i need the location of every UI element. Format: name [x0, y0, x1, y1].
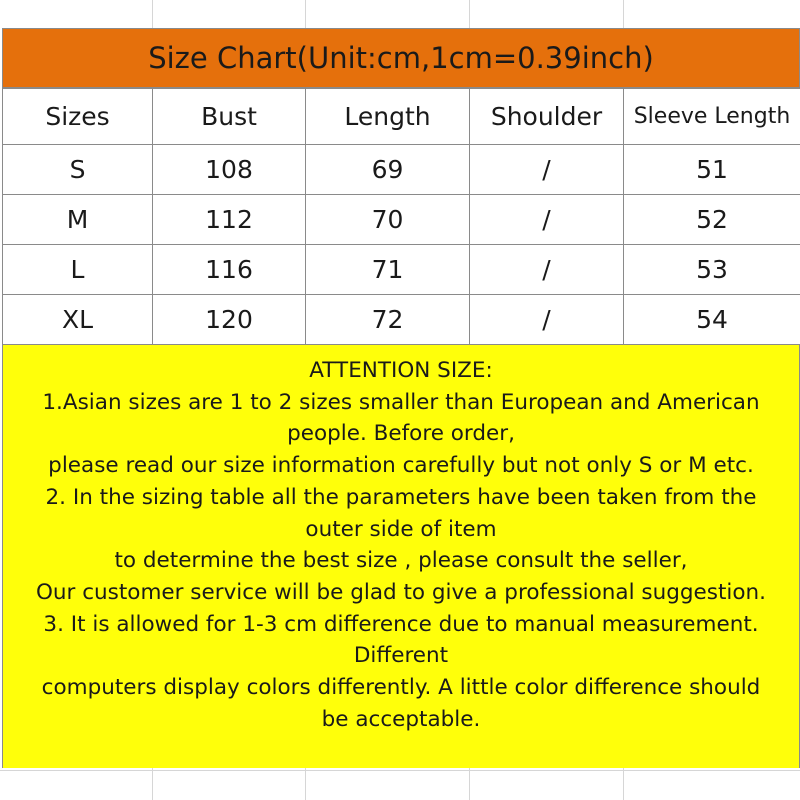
cell-size: S — [3, 145, 153, 195]
size-chart — [2, 28, 800, 769]
chart-title: Size Chart(Unit:cm,1cm=0.39inch) — [2, 28, 800, 88]
notice-line: people. Before order, — [287, 421, 515, 447]
header-shoulder: Shoulder — [470, 89, 624, 145]
notice-line: Our customer service will be glad to give a professional suggestion. — [36, 579, 766, 605]
notice-line: outer side of item — [305, 516, 497, 542]
notice-line: computers display colors differently. A little color difference should — [41, 675, 761, 701]
header-sizes: Sizes — [3, 89, 153, 145]
cell-length: 71 — [306, 245, 470, 295]
sheet-grid-bottom — [0, 768, 800, 800]
notice-line: be acceptable. — [321, 706, 481, 732]
cell-length: 72 — [306, 295, 470, 345]
size-table — [2, 88, 800, 345]
cell-bust: 108 — [153, 145, 306, 195]
table-row — [3, 295, 800, 345]
cell-length: 69 — [306, 145, 470, 195]
table-header-row — [3, 89, 800, 145]
notice-line: 2. In the sizing table all the parameters have been taken from the — [45, 484, 757, 510]
cell-shoulder: / — [470, 145, 624, 195]
cell-size: XL — [3, 295, 153, 345]
cell-size: L — [3, 245, 153, 295]
attention-notice — [2, 345, 800, 769]
cell-bust: 116 — [153, 245, 306, 295]
cell-shoulder: / — [470, 195, 624, 245]
header-length: Length — [306, 89, 470, 145]
cell-size: M — [3, 195, 153, 245]
header-bust: Bust — [153, 89, 306, 145]
header-sleeve-length: Sleeve Length — [624, 89, 800, 145]
sheet-grid-top — [0, 0, 800, 28]
cell-sleeve-length: 53 — [624, 245, 800, 295]
cell-shoulder: / — [470, 295, 624, 345]
cell-bust: 112 — [153, 195, 306, 245]
notice-line: please read our size information carefully but not only S or M etc. — [48, 453, 754, 479]
notice-line: Different — [353, 643, 449, 669]
table-row — [3, 195, 800, 245]
cell-shoulder: / — [470, 245, 624, 295]
cell-sleeve-length: 52 — [624, 195, 800, 245]
cell-sleeve-length: 54 — [624, 295, 800, 345]
notice-line: 3. It is allowed for 1-3 cm difference due to manual measurement. — [43, 611, 759, 637]
notice-line: ATTENTION SIZE: — [309, 358, 493, 383]
cell-length: 70 — [306, 195, 470, 245]
table-row — [3, 245, 800, 295]
table-row — [3, 145, 800, 195]
cell-bust: 120 — [153, 295, 306, 345]
notice-line: to determine the best size , please consult the seller, — [114, 548, 688, 574]
cell-sleeve-length: 51 — [624, 145, 800, 195]
notice-line: 1.Asian sizes are 1 to 2 sizes smaller than European and American — [42, 389, 760, 415]
